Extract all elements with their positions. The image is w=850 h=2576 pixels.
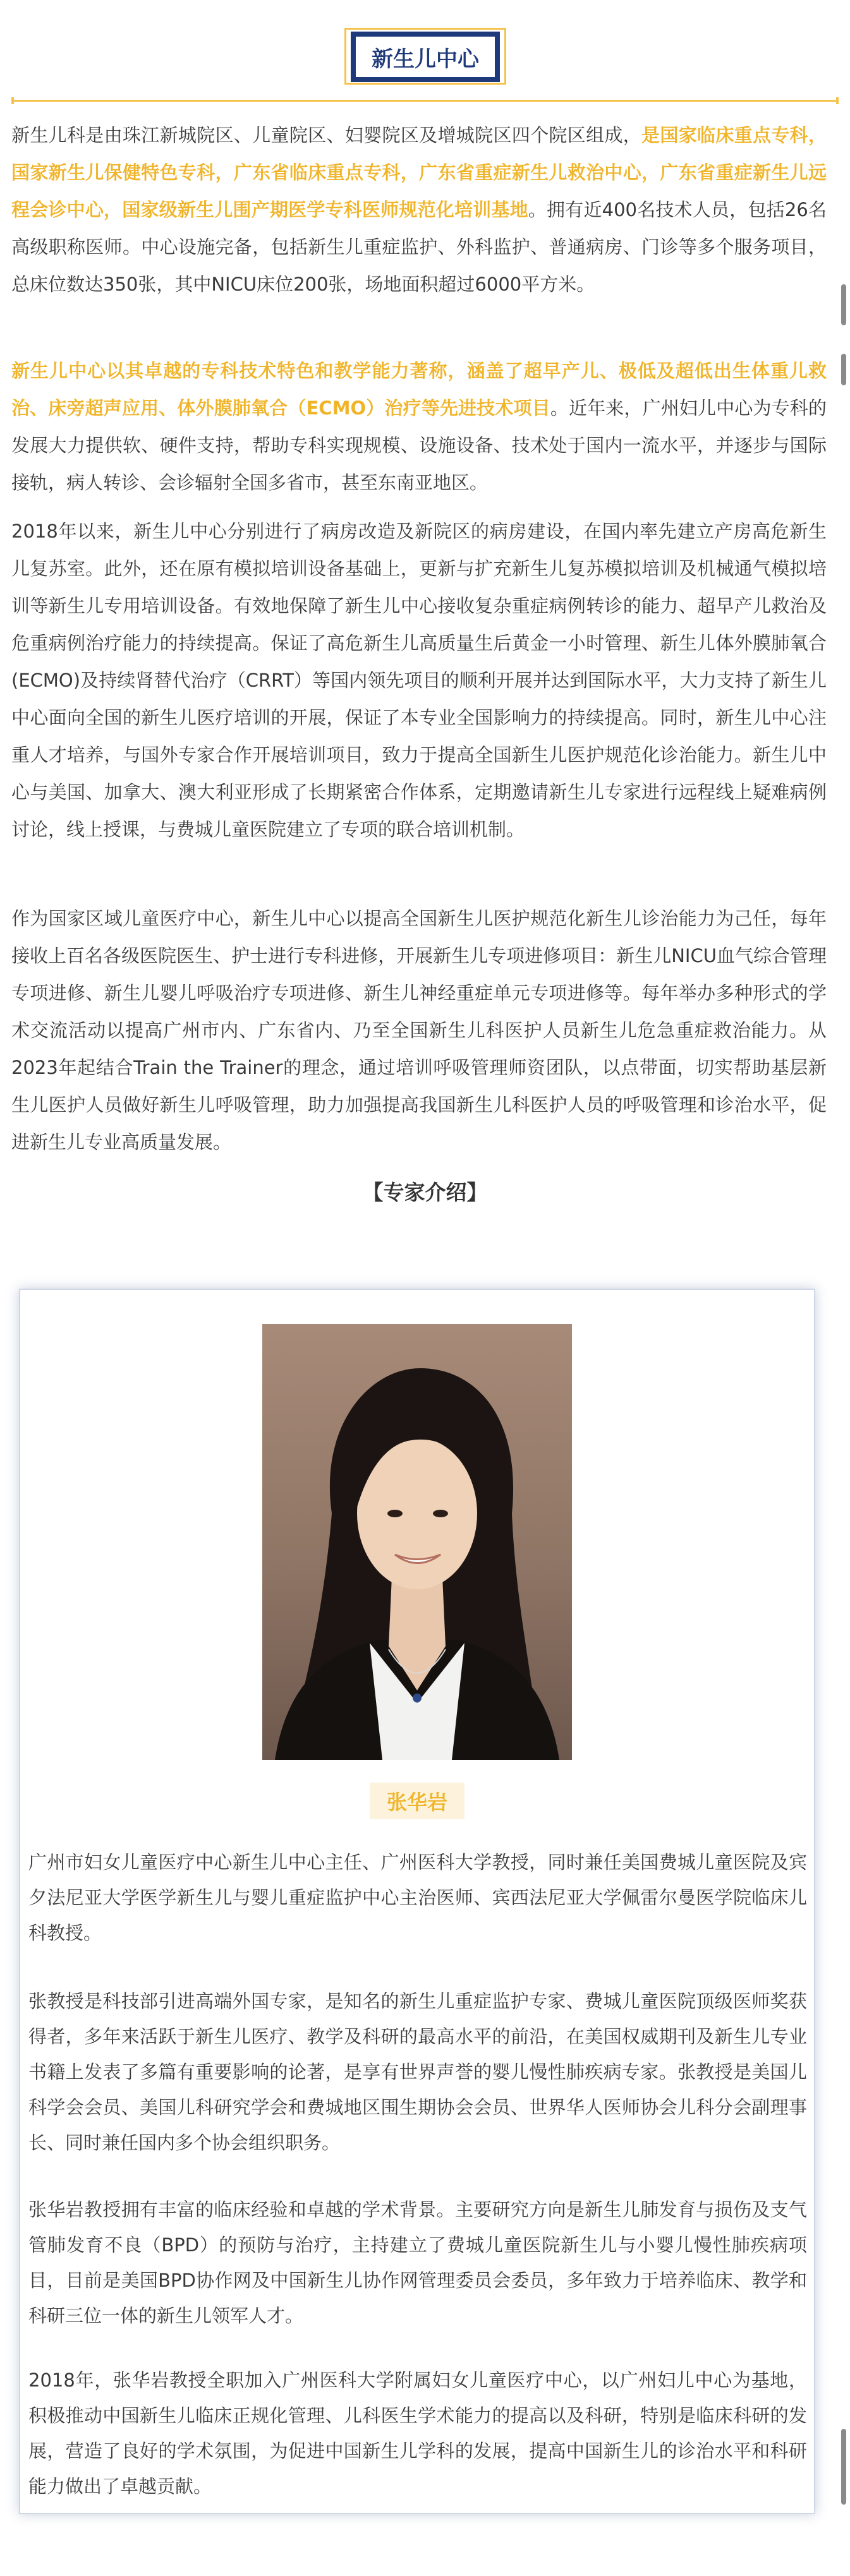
expert-bio-paragraph-1: 广州市妇女儿童医疗中心新生儿中心主任、广州医科大学教授，同时兼任美国费城儿童医院及宾夕法尼亚大学医学新生儿与婴儿重症监护中心主治医师、宾西法尼亚大学佩雷尔曼医学院临床儿科教授。	[28, 1851, 807, 1944]
expert-bio-paragraph-2: 张教授是科技部引进高端外国专家，是知名的新生儿重症监护专家、费城儿童医院顶级医师奖获得者，多年来活跃于新生儿医疗、教学及科研的最高水平的前沿，在美国权威期刊及新生儿专业书籍上发表了多篇有重要影响的论著，是享有世界声誉的婴儿慢性肺疾病专家。张教授是美国儿科学会会员、美国儿科研究学会和费城地区围生期协会会员、世界华人医师协会儿科分会副理事长、同时兼任国内多个协会组织职务。	[28, 1990, 807, 2153]
expert-bio-paragraph-3: 张华岩教授拥有丰富的临床经验和卓越的学术背景。主要研究方向是新生儿肺发育与损伤及支气管肺发育不良（BPD）的预防与治疗，主持建立了费城儿童医院新生儿与小婴儿慢性肺疾病项目，目前是美国BPD协作网及中国新生儿协作网管理委员会委员，多年致力于培养临床、教学和科研三位一体的新生儿领军人才。	[28, 2199, 807, 2326]
divider-right-mark	[836, 97, 839, 104]
intro-paragraph-1	[11, 117, 827, 303]
section-header	[0, 0, 850, 101]
expert-photo	[262, 1324, 572, 1760]
intro-text: 。近年来，广州妇儿中心为专科的发展大力提供软、硬件支持，帮助专科实现规模、设施设备、技术处于国内一流水平，并逐步与国际接轨，病人转诊、会诊辐射全国多省市，甚至东南亚地区。	[11, 397, 827, 493]
title-banner	[351, 32, 500, 82]
page-title: 新生儿中心	[356, 37, 495, 77]
intro-text: 。拥有近400名技术人员，包括26名高级职称医师。中心设施完备，包括新生儿重症监护、外科监护、普通病房、门诊等多个服务项目，总床位数达350张，其中NICU床位200张，场地面积超过6000平方米。	[11, 199, 827, 295]
expert-bio-paragraph-4: 2018年，张华岩教授全职加入广州医科大学附属妇女儿童医疗中心，以广州妇儿中心为基地，积极推动中国新生儿临床正规化管理、儿科医生学术能力的提高以及科研，特别是临床科研的发展，营造了良好的学术氛围，为促进中国新生儿学科的发展，提高中国新生儿的诊治水平和科研能力做出了卓越贡献。	[28, 2369, 807, 2497]
intro-paragraph-2	[11, 352, 827, 502]
intro-paragraph-3: 2018年以来，新生儿中心分别进行了病房改造及新院区的病房建设，在国内率先建立产房高危新生儿复苏室。此外，还在原有模拟培训设备基础上，更新与扩充新生儿复苏模拟培训及机械通气模拟培训等新生儿专用培训设备。有效地保障了新生儿中心接收复杂重症病例转诊的能力、超早产儿救治及危重病例治疗能力的持续提高。保证了高危新生儿高质量生后黄金一小时管理、新生儿体外膜肺氧合(ECMO)及持续肾替代治疗（CRRT）等国内领先项目的顺利开展并达到国际水平，大力支持了新生儿中心面向全国的新生儿医疗培训的开展，保证了本专业全国影响力的持续提高。同时，新生儿中心注重人才培养，与国外专家合作开展培训项目，致力于提高全国新生儿医护规范化诊治能力。新生儿中心与美国、加拿大、澳大利亚形成了长期紧密合作体系，定期邀请新生儿专家进行远程线上疑难病例讨论，线上授课，与费城儿童医院建立了专项的联合培训机制。	[11, 521, 827, 840]
divider-left-mark	[11, 97, 14, 104]
intro-highlight: 是国家临床重点专科，国家新生儿保健特色专科，广东省临床重点专科，广东省重症新生儿救治中心，广东省重症新生儿远程会诊中心，国家级新生儿围产期医学专科医师规范化培训基地	[11, 124, 827, 220]
expert-section-title: 【专家介绍】	[362, 1180, 488, 1205]
intro-paragraph-4: 作为国家区域儿童医疗中心，新生儿中心以提高全国新生儿医护规范化新生儿诊治能力为己任，每年接收上百名各级医院医生、护士进行专科进修，开展新生儿专项进修项目：新生儿NICU血气综合管理专项进修、新生儿婴儿呼吸治疗专项进修、新生儿神经重症单元专项进修等。每年举办多种形式的学术交流活动以提高广州市内、广东省内、乃至全国新生儿科医护人员新生儿危急重症救治能力。从2023年起结合Train the Trainer的理念，通过培训呼吸管理师资团队，以点带面，切实帮助基层新生儿医护人员做好新生儿呼吸管理，助力加强提高我国新生儿科医护人员的呼吸管理和诊治水平，促进新生儿专业高质量发展。	[11, 908, 827, 1153]
intro-highlight: 新生儿中心以其卓越的专科技术特色和教学能力著称，涵盖了超早产儿、极低及超低出生体重儿救治、床旁超声应用、体外膜肺氧合（ECMO）治疗等先进技术项目	[11, 360, 827, 419]
portrait-illustration	[262, 1324, 572, 1760]
intro-text: 新生儿科是由珠江新城院区、儿童院区、妇婴院区及增城院区四个院区组成，	[11, 124, 642, 146]
scrollbar-thumb[interactable]	[841, 354, 846, 385]
scrollbar-thumb[interactable]	[841, 2429, 846, 2505]
scrollbar-thumb[interactable]	[841, 284, 846, 325]
expert-name: 张华岩	[370, 1783, 464, 1819]
header-divider	[11, 100, 839, 102]
